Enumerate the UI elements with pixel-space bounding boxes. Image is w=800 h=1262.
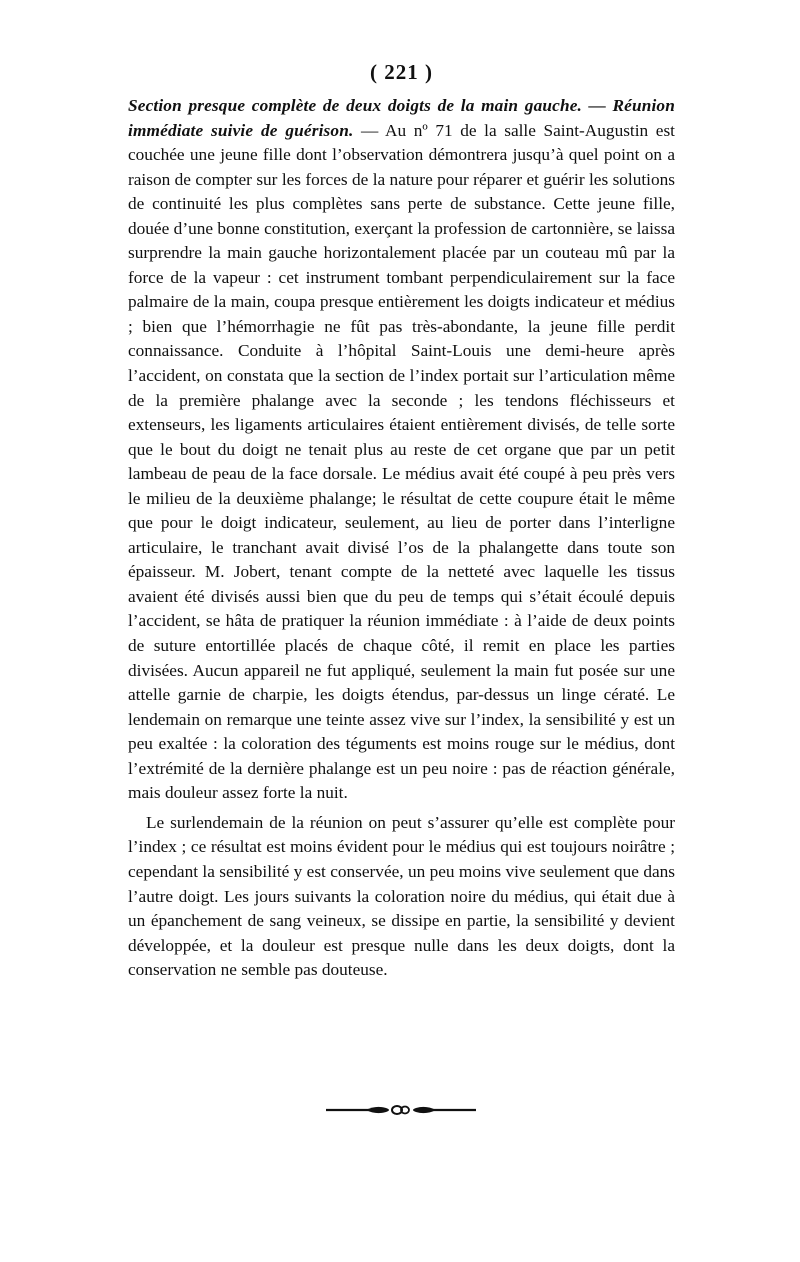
page-number: ( 221 ) [370,60,433,84]
paragraph-observation [128,94,675,806]
section-heading-line2: — Réunion immédiate suivie de guérison. [128,96,675,140]
tailpiece-ornament-icon [326,1102,476,1118]
paragraph-body: — Au nº 71 de la salle Saint-Augustin est couchée une jeune fille dont l’observation démontrera jusqu’à quel point on a raison de compter sur les forces de la nature pour réparer et guérir les solutions de continuité les plus complètes sans perte de substance. Cette jeune fille, douée d’une bonne constitution, exerçant la profession de cartonnière, se laissa surprendre la main gauche horizontalement placée par un couteau mû par la force de la vapeur : cet instrument tombant perpendiculairement sur la face palmaire de la main, coupa presque entièrement les doigts indicateur et médius ; bien que l’hémorrhagie ne fût pas très-abondante, la jeune fille perdit connaissance. Conduite à l’hôpital Saint-Louis une demi-heure après l’accident, on constata que la section de l’index portait sur l’articulation même de la première phalange avec la seconde ; les tendons fléchisseurs et extenseurs, les ligaments articulaires étaient entièrement divisés, de telle sorte que le bout du doigt ne tenait plus au reste de cet organe que par un petit lambeau de peau de la face dorsale. Le médius avait été coupé à peu près vers le milieu de la deuxième phalange; le résultat de cette coupure était le même que pour le doigt indicateur, seulement, au lieu de porter dans l’interligne articulaire, le tranchant avait divisé l’os de la phalangette dans toute son épaisseur. M. Jobert, tenant compte de la netteté avec laquelle les tissus avaient été divisés aussi bien que du peu de temps qui s’était écoulé depuis l’accident, se hâta de pratiquer la réunion immédiate : à l’aide de deux points de suture entortillée placés de chaque côté, il remit en place les parties divisées. Aucun appareil ne fut appliqué, seulement la main fut posée sur une attelle garnie de charpie, les doigts étendus, par-dessus un linge cératé. Le lendemain on remarque une teinte assez vive sur l’index, la sensibilité y est un peu exaltée : la coloration des téguments est moins rouge sur le médius, dont l’extrémité de la dernière phalange est un peu noire : pas de réaction générale, mais douleur assez forte la nuit. [128,120,675,803]
paragraph-followup: Le surlendemain de la réunion on peut s’assurer qu’elle est complète pour l’index ; ce résultat est moins évident pour le médius qui est toujours noirâtre ; cependant la sensibilité y est conservée, un peu moins vive seulement que dans l’autre doigt. Les jours suivants la coloration noire du médius, qui était due à un épanchement de sang veineux, se dissipe en partie, la sensibilité y devient développée, et la douleur est presque nulle dans les deux doigts, dont la conservation ne semble pas douteuse. [128,812,675,980]
section-heading-line1: Section presque complète de deux doigts de la main gauche. [128,96,582,115]
book-page [128,58,675,983]
